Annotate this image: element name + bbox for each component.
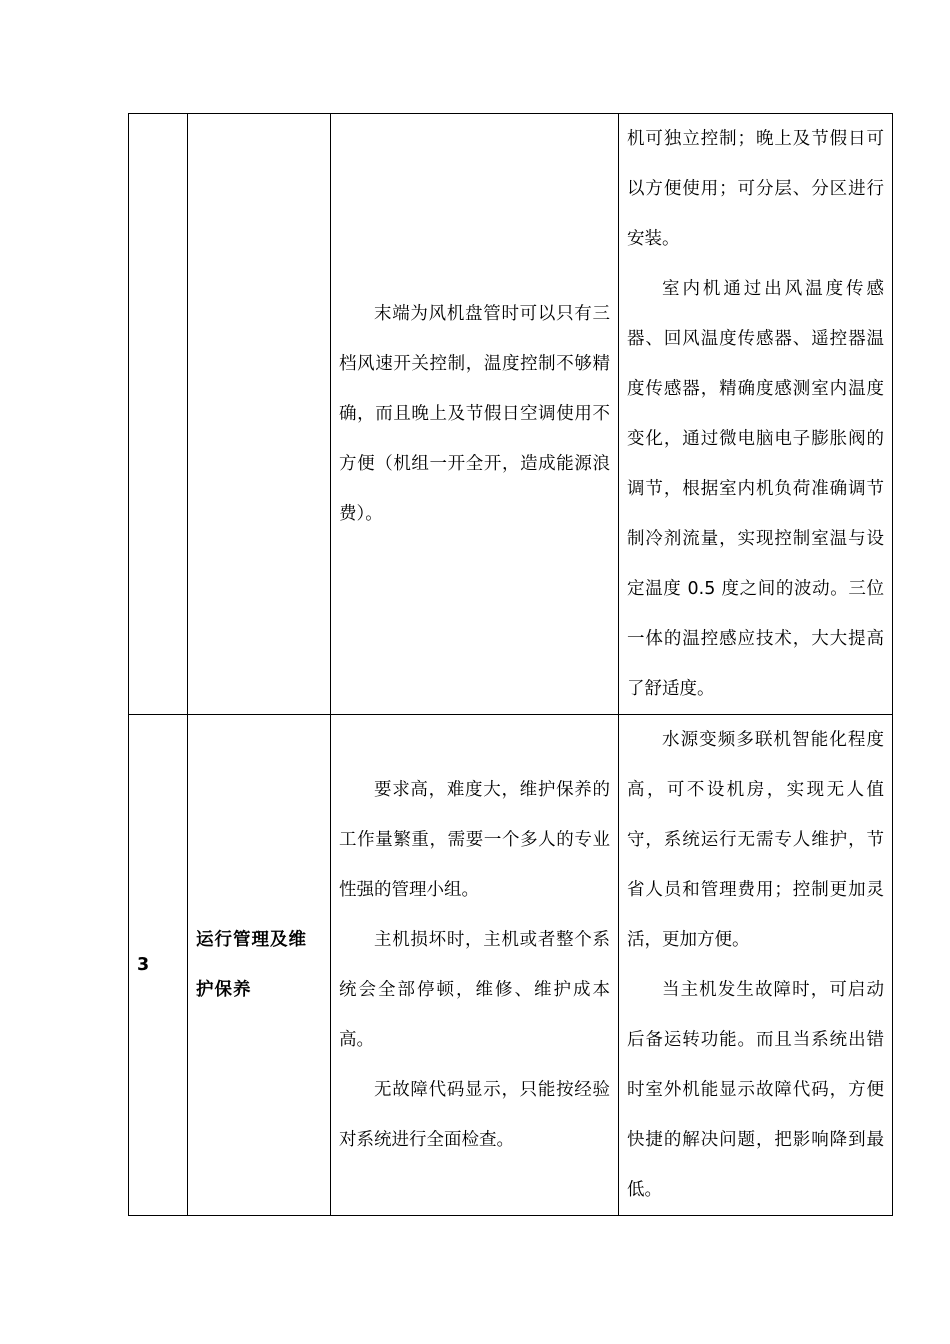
vrf-paragraph: 当主机发生故障时，可启动后备运转功能。而且当系统出错时室外机能显示故障代码，方便快捷的解决问题，把影响降到最低。 <box>627 980 884 1200</box>
traditional-paragraph: 无故障代码显示，只能按经验对系统进行全面检查。 <box>339 1080 610 1150</box>
vrf-paragraph: 机可独立控制；晚上及节假日可以方便使用；可分层、分区进行安装。 <box>627 129 884 249</box>
table-row-3 <box>129 715 893 1216</box>
vrf-system-cell <box>619 114 893 715</box>
traditional-system-cell <box>331 715 619 1216</box>
row-number-cell: 3 <box>129 715 188 1216</box>
vrf-paragraph: 室内机通过出风温度传感器、回风温度传感器、遥控器温度传感器，精确度感测室内温度变化，通过微电脑电子膨胀阀的调节，根据室内机负荷准确调节制冷剂流量，实现控制室温与设定温度 0.5 度之间的波动。三位一体的温控感应技术，大大提高了舒适度。 <box>627 279 884 699</box>
table-row-continued <box>129 114 893 715</box>
row-item-cell <box>188 715 331 1216</box>
row-item-cell <box>188 114 331 715</box>
vrf-paragraph: 水源变频多联机智能化程度高，可不设机房，实现无人值守，系统运行无需专人维护，节省人员和管理费用；控制更加灵活，更加方便。 <box>627 730 884 950</box>
row-item-label: 运行管理及维护保养 <box>196 930 307 1000</box>
traditional-paragraph: 要求高，难度大，维护保养的工作量繁重，需要一个多人的专业性强的管理小组。 <box>339 780 610 900</box>
traditional-paragraph: 末端为风机盘管时可以只有三档风速开关控制，温度控制不够精确，而且晚上及节假日空调使用不方便（机组一开全开，造成能源浪费）。 <box>339 304 610 524</box>
traditional-paragraph: 主机损坏时，主机或者整个系统会全部停顿，维修、维护成本高。 <box>339 930 610 1050</box>
vrf-system-cell <box>619 715 893 1216</box>
row-number-cell <box>129 114 188 715</box>
traditional-system-cell <box>331 114 619 715</box>
comparison-table <box>128 113 893 1216</box>
